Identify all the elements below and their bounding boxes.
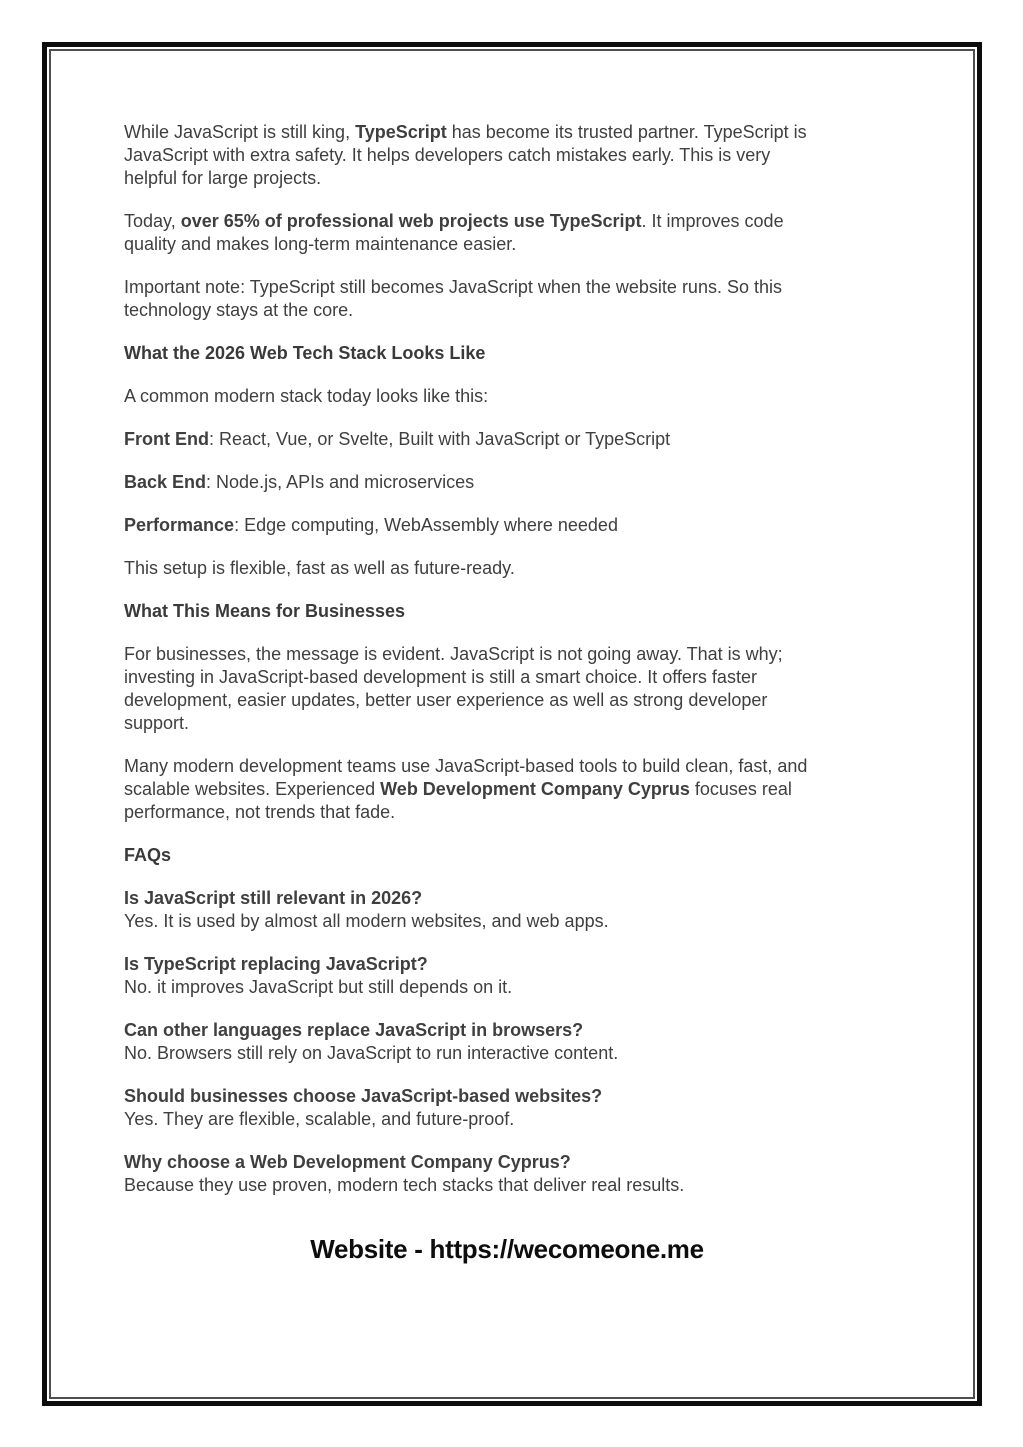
text: : React, Vue, or Svelte, Built with JavaScript or TypeScript — [208, 429, 671, 449]
faq-question: Is TypeScript replacing JavaScript? — [124, 954, 428, 974]
text: investing in JavaScript-based development is still a smart choice. It offers faster — [124, 667, 757, 687]
faq-item — [124, 1085, 890, 1131]
text-line — [124, 385, 890, 408]
text-line — [124, 643, 890, 666]
faq-answer: Yes. It is used by almost all modern websites, and web apps. — [124, 911, 609, 931]
section-heading — [124, 844, 890, 867]
text: quality and makes long-term maintenance easier. — [124, 234, 517, 254]
text-line — [124, 167, 890, 190]
section-heading — [124, 342, 890, 365]
text-line — [124, 299, 890, 322]
paragraph — [124, 643, 890, 735]
text: development, easier updates, better user experience as well as strong developer — [124, 690, 768, 710]
paragraph — [124, 514, 890, 537]
faq-item — [124, 953, 890, 999]
bold-text: Performance — [124, 515, 235, 535]
section-heading — [124, 600, 890, 623]
footer-website-link: Website - https://wecomeone.me — [310, 1234, 704, 1264]
text: What This Means for Businesses — [124, 601, 406, 621]
text: : Edge computing, WebAssembly where needed — [234, 515, 618, 535]
paragraph — [124, 557, 890, 580]
text-line — [124, 233, 890, 256]
text: JavaScript with extra safety. It helps developers catch mistakes early. This is very — [124, 145, 771, 165]
text: scalable websites. Experienced — [124, 779, 381, 799]
text: Important note: TypeScript still becomes JavaScript when the website runs. So this — [124, 277, 782, 297]
text-line — [124, 778, 890, 801]
document-content — [124, 121, 890, 1265]
text-line — [124, 276, 890, 299]
bold-text: Front End — [124, 429, 209, 449]
faq-question: Why choose a Web Development Company Cyprus? — [124, 1152, 571, 1172]
text-line — [124, 210, 890, 233]
bold-text: over 65% of professional web projects use TypeScript — [180, 211, 642, 231]
text-line — [124, 689, 890, 712]
text: While JavaScript is still king, — [124, 122, 356, 142]
text-line — [124, 801, 890, 824]
faq-item — [124, 1019, 890, 1065]
text-line — [124, 514, 890, 537]
document-body — [124, 121, 890, 1197]
text-line — [124, 471, 890, 494]
text: support. — [124, 713, 190, 733]
bold-text: Web Development Company Cyprus — [380, 779, 690, 799]
faq-item — [124, 887, 890, 933]
paragraph — [124, 121, 890, 190]
paragraph — [124, 210, 890, 256]
faq-answer: No. it improves JavaScript but still depends on it. — [124, 977, 513, 997]
text: What the 2026 Web Tech Stack Looks Like — [124, 343, 486, 363]
faq-item — [124, 1151, 890, 1197]
paragraph — [124, 276, 890, 322]
text-line — [124, 712, 890, 735]
text-line — [124, 666, 890, 689]
text-line — [124, 844, 890, 867]
faq-question: Should businesses choose JavaScript-based websites? — [124, 1086, 603, 1106]
text-line — [124, 557, 890, 580]
paragraph — [124, 385, 890, 408]
text: focuses real — [689, 779, 792, 799]
paragraph — [124, 471, 890, 494]
text: Many modern development teams use JavaScript-based tools to build clean, fast, and — [124, 756, 808, 776]
faq-question: Is JavaScript still relevant in 2026? — [124, 888, 423, 908]
text: . It improves code — [641, 211, 784, 231]
text: has become its trusted partner. TypeScript is — [446, 122, 807, 142]
text: A common modern stack today looks like this: — [124, 386, 489, 406]
text: Today, — [124, 211, 181, 231]
faq-answer: Yes. They are flexible, scalable, and future-proof. — [124, 1109, 515, 1129]
text: This setup is flexible, fast as well as future-ready. — [124, 558, 515, 578]
text-line — [124, 342, 890, 365]
bold-text: Back End — [124, 472, 207, 492]
bold-text: TypeScript — [355, 122, 447, 142]
text-line — [124, 144, 890, 167]
text: : Node.js, APIs and microservices — [206, 472, 475, 492]
text-line — [124, 121, 890, 144]
text-line — [124, 755, 890, 778]
text: technology stays at the core. — [124, 300, 354, 320]
paragraph — [124, 755, 890, 824]
text: helpful for large projects. — [124, 168, 322, 188]
text-line — [124, 428, 890, 451]
faq-answer: No. Browsers still rely on JavaScript to run interactive content. — [124, 1043, 619, 1063]
text-line — [124, 600, 890, 623]
text: FAQs — [124, 845, 172, 865]
text: performance, not trends that fade. — [124, 802, 396, 822]
paragraph — [124, 428, 890, 451]
faq-question: Can other languages replace JavaScript in browsers? — [124, 1020, 584, 1040]
faq-answer: Because they use proven, modern tech stacks that deliver real results. — [124, 1175, 685, 1195]
text: For businesses, the message is evident. JavaScript is not going away. That is why; — [124, 644, 783, 664]
